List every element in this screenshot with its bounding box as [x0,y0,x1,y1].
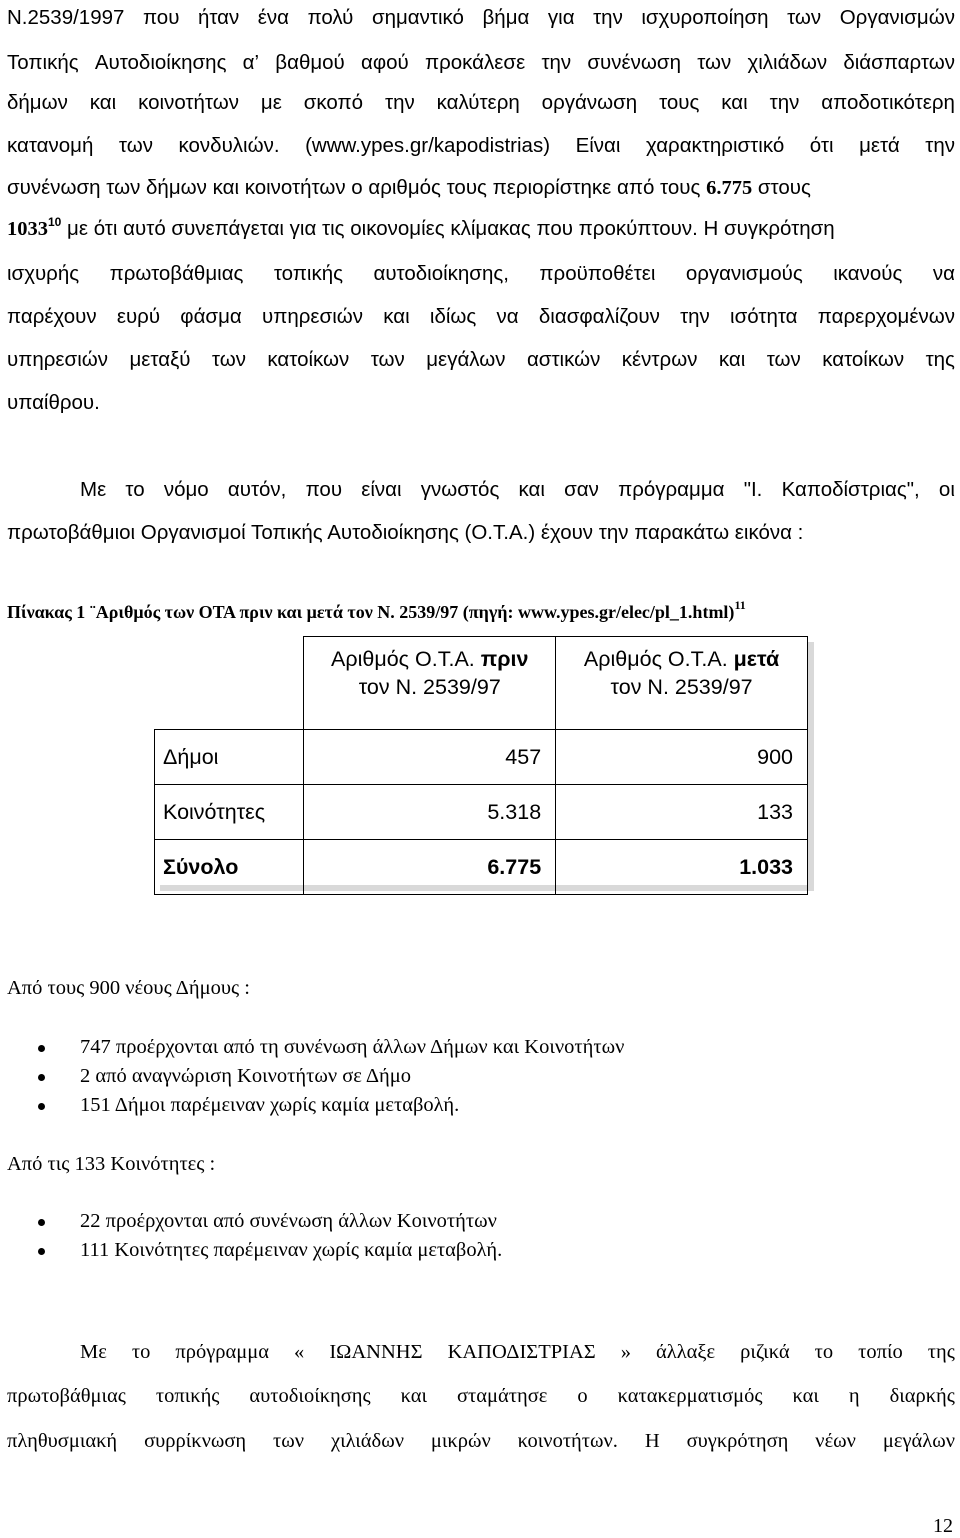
footnote-ref: 10 [48,215,62,229]
word: βαθμού [275,51,345,74]
word: το [814,1341,834,1363]
list-item-text: 151 Δήμοι παρέμειναν χωρίς καμία μεταβολή. [80,1094,460,1116]
bullet-icon [38,1045,45,1052]
word: ο [577,1385,588,1407]
list-item-text: 22 προέρχονται από συνένωση άλλων Κοινοτήτων [80,1210,497,1232]
word: διαρκής [889,1385,955,1407]
word: άλλαξε [656,1341,716,1363]
list-item-text: 747 προέρχονται από τη συνένωση άλλων Δήμων και Κοινοτήτων [80,1036,625,1058]
section-heading: Από τους 900 νέους Δήμους : [7,977,250,999]
word: φάσμα [180,305,242,328]
word: πρόγραμμα [175,1341,269,1363]
word: προϋποθέτει [539,262,656,285]
word: πληθυσμιακή [7,1430,118,1452]
word: χιλιάδων [747,51,828,74]
word: χιλιάδων [330,1430,404,1452]
word: την [925,134,955,157]
word: μεταξύ [129,348,191,371]
word: Καποδίστριας", [781,478,920,501]
word: που [142,6,180,29]
text-line [7,6,955,30]
word: οι [938,478,955,501]
word: νέων [815,1430,856,1452]
word: μεγάλων [882,1430,955,1452]
word: υπηρεσιών [261,305,364,328]
word: καλύτερη [436,91,520,114]
col-header-after [556,637,808,730]
word: παρέχουν [7,305,97,328]
table-row-total [155,840,808,895]
word: βήμα [482,6,530,29]
cell-after: 1.033 [556,840,808,895]
cell-after: 133 [556,785,808,840]
word: κοινοτήτων. [517,1430,618,1452]
word: Με [80,1341,107,1363]
col-header-emphasis: πριν [480,647,529,671]
word: και [718,348,746,371]
word: την [593,6,623,29]
word: ένα [257,6,290,29]
word: και [721,91,748,114]
text-line [7,134,955,158]
word: νόμο [163,478,209,501]
word: ισχυρής [7,262,80,285]
word: προκάλεσε [424,51,526,74]
word: και [383,305,410,328]
count-after: 1033 [7,218,48,240]
word: το [131,1341,151,1363]
word: ιδίως [429,305,477,328]
word: "Ι. [743,478,763,501]
word: κέντρων [621,348,698,371]
text-line [80,1340,955,1364]
word: την [384,91,415,114]
row-label: Κοινότητες [155,785,304,840]
word: συγκρότηση [686,1430,789,1452]
word: αυτόν, [227,478,287,501]
text-line: πρωτοβάθμιοι Οργανισμοί Τοπικής Αυτοδιοίκησης (Ο.Τ.Α.) έχουν την παρακάτω εικόνα : [7,521,804,544]
word: των [787,6,822,29]
list-item-text: 111 Κοινότητες παρέμειναν χωρίς καμία μεταβολή. [80,1239,503,1261]
word: χαρακτηριστικό [645,134,785,157]
text-line [7,176,955,200]
word: είναι [361,478,402,501]
text-run: με ότι αυτό συνεπάγεται για τις οικονομίες κλίμακας που προκύπτουν. Η συγκρότηση [61,217,835,240]
bullet-icon [38,1103,45,1110]
cell-before: 6.775 [304,840,556,895]
word: η [848,1385,860,1407]
table-shadow [808,642,814,891]
text-line: υπαίθρου. [7,391,100,414]
word: ήταν [197,6,240,29]
word: Με [80,478,107,501]
word: Αυτοδιοίκησης [94,51,227,74]
page-number: 12 [933,1515,953,1537]
bullet-icon [38,1219,45,1226]
word: ισότητα [730,305,798,328]
word: αποδοτικότερη [821,91,955,114]
col-header-before [304,637,556,730]
word: πρόγραμμα [618,478,725,501]
row-label: Σύνολο [155,840,304,895]
word: των [211,348,246,371]
word: Τοπικής [7,51,79,74]
word: των [370,348,405,371]
word: κατανομή [7,134,94,157]
word: αυτοδιοίκησης [249,1385,371,1407]
word: την [769,91,800,114]
word: Είναι [575,134,621,157]
word: αφού [360,51,409,74]
word: δήμων [7,91,68,114]
word: που [305,478,343,501]
word: με [260,91,282,114]
word: κατοίκων [267,348,350,371]
word: αστικών [526,348,601,371]
word: τοπικής [155,1385,220,1407]
list-item-text: 2 από αναγνώριση Κοινοτήτων σε Δήμο [80,1065,412,1087]
text-line [7,217,955,241]
word: της [927,1341,955,1363]
word: « [294,1341,305,1363]
text-line [7,262,955,286]
word: μετά [859,134,900,157]
text-line [7,348,955,372]
word: των [273,1430,305,1452]
word: α’ [242,51,260,74]
row-label: Δήμοι [155,730,304,785]
word: ριζικά [740,1341,790,1363]
word: οργανισμούς [685,262,803,285]
word: ΚΑΠΟΔΙΣΤΡΙΑΣ [447,1341,596,1363]
word: και [518,478,545,501]
word: πρωτοβάθμιας [109,262,244,285]
word: κατακερματισμός [617,1385,763,1407]
word: συνένωση [587,51,681,74]
word: πρωτοβάθμιας [7,1385,126,1407]
word: πολύ [307,6,354,29]
cell-before: 457 [304,730,556,785]
word: σκοπό [303,91,364,114]
word: κατοίκων [822,348,905,371]
word: τοπίο [858,1341,903,1363]
table-caption [7,600,955,624]
cell-after: 900 [556,730,808,785]
table-header-row [155,637,808,730]
col-header-text: Αριθμός Ο.Τ.Α. [583,647,734,671]
word: υπηρεσιών [7,348,109,371]
word: γνωστός [420,478,500,501]
text-line [7,91,955,115]
word: ότι [809,134,834,157]
word: αυτοδιοίκησης, [373,262,509,285]
word: Οργανισμών [839,6,955,29]
word: Η [644,1430,660,1452]
word: διάσπαρτων [843,51,955,74]
word: σταμάτησε [457,1385,548,1407]
word: σαν [564,478,599,501]
text-line [7,305,955,329]
word: συρρίκνωση [144,1430,247,1452]
section-heading: Από τις 133 Κοινότητες : [7,1153,216,1175]
word: (www.ypes.gr/kapodistrias) [305,134,551,157]
text-run: στους [752,176,811,199]
word: παρερχομένων [817,305,955,328]
col-header-text: τον Ν. 2539/97 [610,675,753,699]
ota-table [154,636,808,895]
word: μεγάλων [426,348,506,371]
word: μικρών [430,1430,491,1452]
word: ισχυροποίηση [641,6,769,29]
footnote-ref: 11 [734,598,746,612]
word: ΙΩΑΝΝΗΣ [329,1341,423,1363]
word: την [680,305,710,328]
text-line [7,1384,955,1408]
word: τους [659,91,700,114]
word: Ν.2539/1997 [7,6,125,29]
word: ευρύ [116,305,161,328]
text-line [7,51,955,75]
bullet-icon [38,1248,45,1255]
table-row [155,730,808,785]
text-run: συνένωση των δήμων και κοινοτήτων ο αριθμός τους περιορίστηκε από τους [7,176,707,199]
word: και [400,1385,428,1407]
word: των [118,134,153,157]
word: τοπικής [273,262,344,285]
word: των [766,348,801,371]
cell-before: 5.318 [304,785,556,840]
word: την [541,51,572,74]
word: κοινοτήτων [138,91,239,114]
word: οργάνωση [541,91,638,114]
word: κονδυλιών. [178,134,280,157]
word: των [697,51,732,74]
word: για [547,6,575,29]
word: και [89,91,117,114]
word: ικανούς [833,262,903,285]
text-line [80,478,955,502]
word: και [792,1385,819,1407]
table-caption-text: Πίνακας 1 ¨Αριθμός των ΟΤΑ πριν και μετά τον Ν. 2539/97 (πηγή: www.ypes.gr/elec/pl_1.html) [7,602,735,622]
bullet-icon [38,1074,45,1081]
word: » [620,1341,631,1363]
col-header-text: Αριθμός Ο.Τ.Α. [331,647,481,671]
text-line [7,1429,955,1453]
word: διασφαλίζουν [538,305,660,328]
col-header-emphasis: μετά [733,647,780,671]
word: το [125,478,145,501]
table-corner [155,637,304,730]
word: της [925,348,955,371]
table-row [155,785,808,840]
count-before: 6.775 [706,177,753,199]
word: να [932,262,955,285]
word: να [496,305,519,328]
word: σημαντικό [371,6,464,29]
col-header-text: τον Ν. 2539/97 [358,675,501,699]
